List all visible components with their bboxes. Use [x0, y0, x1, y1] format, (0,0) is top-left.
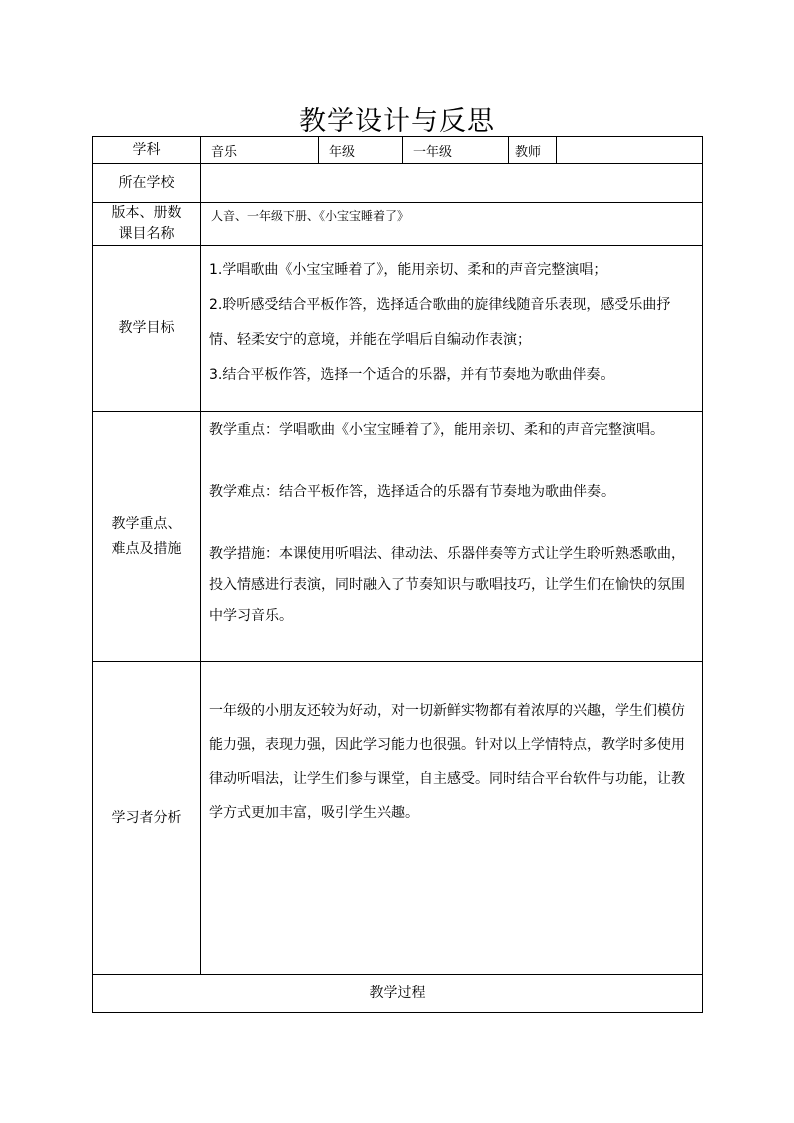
goals-content: [201, 246, 703, 412]
key-points-label: [93, 412, 201, 662]
school-label: 所在学校: [93, 164, 201, 203]
grade-label: 年级: [319, 137, 403, 164]
goals-label: 教学目标: [93, 246, 201, 412]
subject-value: 音乐: [201, 137, 319, 164]
key-points-label-line1: 教学重点、: [111, 515, 182, 532]
process-row: [93, 975, 703, 1013]
edition-row: [93, 203, 703, 246]
school-row: [93, 164, 703, 203]
edition-label: [93, 203, 201, 246]
key-points-label-line2: 难点及措施: [111, 540, 182, 557]
key-points-row: [93, 412, 703, 662]
edition-label-line1: 版本、册数: [111, 205, 182, 221]
page-title: 教学设计与反思: [299, 106, 495, 137]
header-row: [93, 137, 703, 164]
grade-value: 一年级: [403, 137, 509, 164]
school-value: [201, 164, 703, 203]
lesson-plan-table: [92, 136, 703, 1013]
goal-item-1: 1.学唱歌曲《小宝宝睡着了》，能用亲切、柔和的声音完整演唱；: [209, 262, 608, 278]
learner-label: 学习者分析: [93, 662, 201, 975]
teaching-difficulty: 教学难点：结合平板作答，选择适合的乐器有节奏地为歌曲伴奏。: [209, 484, 615, 500]
process-label: 教学过程: [93, 975, 703, 1013]
learner-text: 一年级的小朋友还较为好动，对一切新鲜实物都有着浓厚的兴趣，学生们模仿能力强，表现力强，因此学习能力也很强。针对以上学情特点，教学时多使用律动听唱法，让学生们参与课堂，自主感受。同时结合平台软件与功能，让教学方式更加丰富，吸引学生兴趣。: [201, 662, 703, 975]
edition-label-line2: 课目名称: [118, 226, 175, 242]
goal-item-2: 2.聆听感受结合平板作答，选择适合歌曲的旋律线随音乐表现，感受乐曲抒情、轻柔安宁的意境，并能在学唱后自编动作表演；: [209, 297, 671, 348]
goals-row: [93, 246, 703, 412]
learner-row: [93, 662, 703, 975]
goal-item-3: 3.结合平板作答，选择一个适合的乐器，并有节奏地为歌曲伴奏。: [209, 367, 615, 383]
teacher-label: 教师: [509, 137, 557, 164]
edition-value: 人音、一年级下册、《小宝宝睡着了》: [201, 203, 703, 246]
subject-label: 学科: [93, 137, 201, 164]
teaching-measures: 教学措施：本课使用听唱法、律动法、乐器伴奏等方式让学生聆听熟悉歌曲，投入情感进行表演，同时融入了节奏知识与歌唱技巧，让学生们在愉快的氛围中学习音乐。: [209, 546, 685, 624]
key-points-content: [201, 412, 703, 662]
teaching-focus: 教学重点：学唱歌曲《小宝宝睡着了》，能用亲切、柔和的声音完整演唱。: [209, 422, 664, 438]
teacher-value: [557, 137, 703, 164]
